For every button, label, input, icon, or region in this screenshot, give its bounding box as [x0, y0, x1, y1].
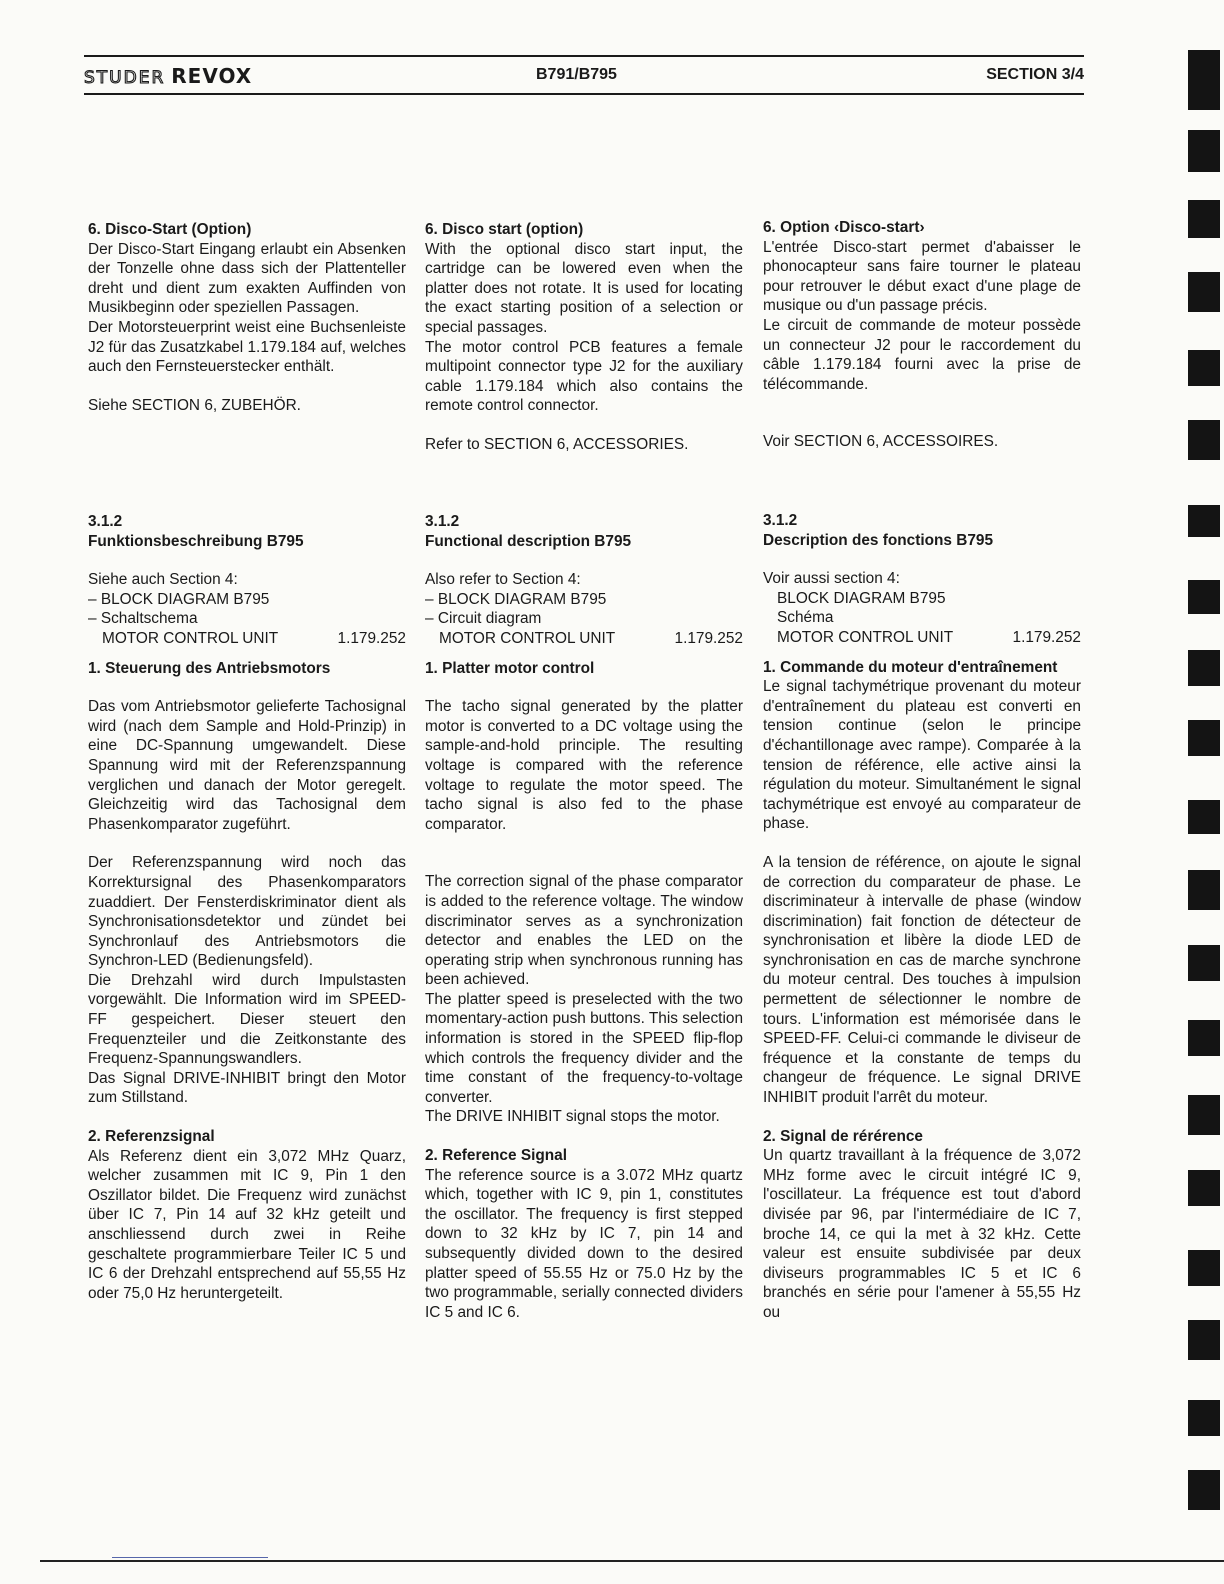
column-english-functions	[425, 512, 743, 1322]
body-paragraph: Das Signal DRIVE-INHIBIT bringt den Motor zum Stillstand.	[88, 1069, 406, 1107]
function-title: Description des fonctions B795	[763, 531, 994, 549]
header-rule	[84, 93, 1084, 95]
index-tab	[1188, 350, 1220, 386]
motor-number: 1.179.252	[1012, 628, 1081, 646]
disco-paragraph: The motor control PCB features a female multipoint connector type J2 for the auxiliary cable 1.179.184 which also contains the remote control connector.	[425, 338, 743, 415]
motor-unit: MOTOR CONTROL UNIT	[777, 628, 954, 646]
disco-reference: Refer to SECTION 6, ACCESSORIES.	[425, 435, 689, 453]
brand-revox: REVOX	[171, 64, 253, 88]
index-tab	[1188, 50, 1220, 110]
index-tab	[1188, 800, 1220, 834]
index-tab	[1188, 1400, 1220, 1436]
brand-studer: STUDER	[84, 68, 166, 88]
list-item: – BLOCK DIAGRAM B795	[88, 590, 270, 608]
body-paragraph: The correction signal of the phase comparator is added to the reference voltage. The window discriminator serves as a synchronization detector and enables the LED on the operating strip when synchronous running has been achieved.	[425, 873, 743, 989]
subsection-title: 1. Platter motor control	[425, 659, 595, 677]
index-tab	[1188, 1020, 1220, 1056]
reference-list	[88, 570, 406, 648]
bottom-mark	[112, 1557, 268, 1558]
disco-paragraph: With the optional disco start input, the cartridge can be lowered even when the platter does not rotate. It is used for locating the exact starting position of a selection or special passages.	[425, 240, 743, 336]
see-also: Also refer to Section 4:	[425, 571, 581, 589]
index-tab	[1188, 505, 1220, 537]
subsection-title: 2. Referenzsignal	[88, 1128, 215, 1146]
body-paragraph: Die Drehzahl wird durch Impulstasten vorgewählt. Die Information wird im SPEED-FF gespeichert. Dieser steuert den Frequenzteiler und die Zeitkonstante des Frequenz-Spannungswandlers.	[88, 971, 406, 1068]
index-tab	[1188, 130, 1220, 172]
disco-paragraph: L'entrée Disco-start permet d'abaisser le phonocapteur sans faire tourner le plateau pour retrouver le début exact d'une plage de musique ou d'un passage précis.	[763, 238, 1081, 315]
disco-paragraph: Le circuit de commande de moteur possède un connecteur J2 pour le raccordement du câble 1.179.184 fourni avec la prise de télécommande.	[763, 316, 1081, 393]
model-number: B791/B795	[536, 66, 617, 83]
index-tab	[1188, 1470, 1220, 1510]
brand-logo	[84, 64, 252, 89]
list-item: BLOCK DIAGRAM B795	[777, 589, 946, 607]
list-item: – Circuit diagram	[425, 610, 542, 628]
disco-reference: Voir SECTION 6, ACCESSOIRES.	[763, 433, 999, 451]
list-item: – BLOCK DIAGRAM B795	[425, 590, 607, 608]
column-german-functions	[88, 512, 406, 1303]
body-paragraph: The reference source is a 3.072 MHz quartz which, together with IC 9, pin 1, constitutes the oscillator. The frequency is first stepped down to 32 kHz by IC 7, pin 14 and subsequently divided down to the desired platter speed of 55.55 Hz or 75.0 Hz by the two programmable, serially connected dividers IC 5 and IC 6.	[425, 1166, 743, 1321]
index-tab	[1188, 1170, 1220, 1206]
index-tab	[1188, 1250, 1220, 1286]
disco-paragraph: Der Disco-Start Eingang erlaubt ein Absenken der Tonzelle ohne dass sich der Plattenteller dreht und dient zum exakten Auffinden von Musikbeginn oder speziellen Passagen.	[88, 240, 406, 317]
section-number-heading: 3.1.2	[763, 512, 798, 529]
index-tab	[1188, 870, 1220, 910]
section-number: SECTION 3/4	[986, 66, 1084, 83]
body-paragraph: Le signal tachymétrique provenant du moteur d'entraînement du plateau est converti en tension continue (selon le principe d'échantillonage avec rampe). Comparée à la tension de référence, elle active ainsi la régulation du moteur. Simultanément le signal tachymétrique est envoyé au comparateur de phase.	[763, 678, 1081, 833]
disco-reference: Siehe SECTION 6, ZUBEHÖR.	[88, 396, 301, 414]
column-french-functions	[763, 511, 1081, 1323]
body-paragraph: Der Referenzspannung wird noch das Korrektursignal des Phasenkomparators zuaddiert. Der Fensterdiskriminator dient als Synchronisationsdetektor und zündet bei Synchronlauf des Antriebsmotors die Synchron-LED (Bedienungsfeld).	[88, 854, 406, 970]
section-number-heading: 3.1.2	[425, 513, 460, 530]
binder-edge	[1144, 0, 1224, 1584]
list-item: Schéma	[777, 609, 834, 627]
motor-row	[763, 628, 1081, 648]
index-tab	[1188, 720, 1220, 756]
motor-unit: MOTOR CONTROL UNIT	[102, 629, 279, 647]
reference-list	[763, 569, 1081, 647]
function-title: Functional description B795	[425, 532, 632, 550]
column-english	[425, 220, 743, 455]
page-header	[84, 62, 1084, 90]
motor-row	[88, 629, 406, 649]
subsection-title: 1. Steuerung des Antriebsmotors	[88, 659, 331, 677]
subsection-title: 2. Reference Signal	[425, 1147, 567, 1165]
disco-title: 6. Disco start (option)	[425, 221, 584, 238]
index-tab	[1188, 1095, 1220, 1135]
section-number-heading: 3.1.2	[88, 513, 123, 530]
see-also: Voir aussi section 4:	[763, 570, 900, 588]
motor-number: 1.179.252	[674, 629, 743, 647]
disco-title: 6. Option ‹Disco-start›	[763, 219, 925, 236]
body-paragraph: The DRIVE INHIBIT signal stops the motor.	[425, 1108, 720, 1126]
body-paragraph: Das vom Antriebsmotor gelieferte Tachosignal wird (nach dem Sample and Hold-Prinzip) in eine DC-Spannung umgewandelt. Diese Spannung wird mit der Referenzspannung verglichen und danach der Motor geregelt. Gleichzeitig wird das Tachosignal dem Phasenkomparator zugeführt.	[88, 698, 406, 833]
index-tab	[1188, 945, 1220, 981]
disco-title: 6. Disco-Start (Option)	[88, 221, 252, 238]
index-tab	[1188, 580, 1220, 614]
column-german	[88, 220, 406, 415]
body-paragraph: Un quartz travaillant à la fréquence de 3,072 MHz forme avec le circuit intégré IC 9, l'oscillateur. La fréquence est tout d'abord divisée par 96, par l'intermédiaire de IC 7, broche 14, ce qui la met à 32 kHz. Cette valeur est ensuite subdivisée par deux diviseurs programmables IC 5 et IC 6 branchés en série pour l'amener à 55,55 Hz ou	[763, 1147, 1081, 1321]
function-title: Funktionsbeschreibung B795	[88, 532, 304, 550]
body-paragraph: The tacho signal generated by the platter motor is converted to a DC voltage using the sample-and-hold principle. The resulting voltage is compared with the reference voltage to regulate the motor speed. The tacho signal is also fed to the phase comparator.	[425, 698, 743, 833]
disco-paragraph: Der Motorsteuerprint weist eine Buchsenleiste J2 für das Zusatzkabel 1.179.184 auf, welches auch den Fernsteuerstecker enthält.	[88, 318, 406, 376]
bottom-edge	[40, 1560, 1224, 1562]
index-tab	[1188, 650, 1220, 686]
column-french	[763, 218, 1081, 452]
motor-row	[425, 629, 743, 649]
body-paragraph: The platter speed is preselected with the two momentary-action push buttons. This selection information is stored in the SPEED flip-flop which controls the frequency divider and the time constant of the frequency-to-voltage converter.	[425, 990, 743, 1106]
index-tab	[1188, 200, 1220, 238]
body-paragraph: Als Referenz dient ein 3,072 MHz Quarz, welcher zusammen mit IC 9, Pin 1 den Oszillator bildet. Die Frequenz wird zunächst über IC 7, Pin 14 auf 32 kHz geteilt und anschliessend durch zwei in Reihe geschaltete programmierbare Teiler IC 5 und IC 6 der Drehzahl entsprechend auf 55,55 Hz oder 75,0 Hz heruntergeteilt.	[88, 1147, 406, 1302]
index-tab	[1188, 272, 1220, 312]
index-tab	[1188, 420, 1220, 460]
body-paragraph: A la tension de référence, on ajoute le signal de correction du comparateur de phase. Le discriminateur à intervalle de phase (window discrimination) fait fonction de détecteur de synchronisation et libère la diode LED de synchronisation en cas de marche synchrone du moteur central. Des touches à impulsion permettent de sélectionner le nombre de tours. L'information est mémorisée dans le SPEED-FF. Celui-ci commande le diviseur de fréquence et la constante de temps du changeur de fréquence. Le signal DRIVE INHIBIT produit l'arrêt du moteur.	[763, 853, 1081, 1107]
list-item: – Schaltschema	[88, 610, 198, 628]
motor-unit: MOTOR CONTROL UNIT	[439, 629, 616, 647]
subsection-title: 2. Signal de rérérence	[763, 1127, 923, 1145]
subsection-title: 1. Commande du moteur d'entraînement	[763, 658, 1058, 676]
top-rule	[84, 55, 1084, 57]
see-also: Siehe auch Section 4:	[88, 571, 238, 589]
motor-number: 1.179.252	[337, 629, 406, 647]
index-tab	[1188, 1320, 1220, 1360]
reference-list	[425, 570, 743, 648]
